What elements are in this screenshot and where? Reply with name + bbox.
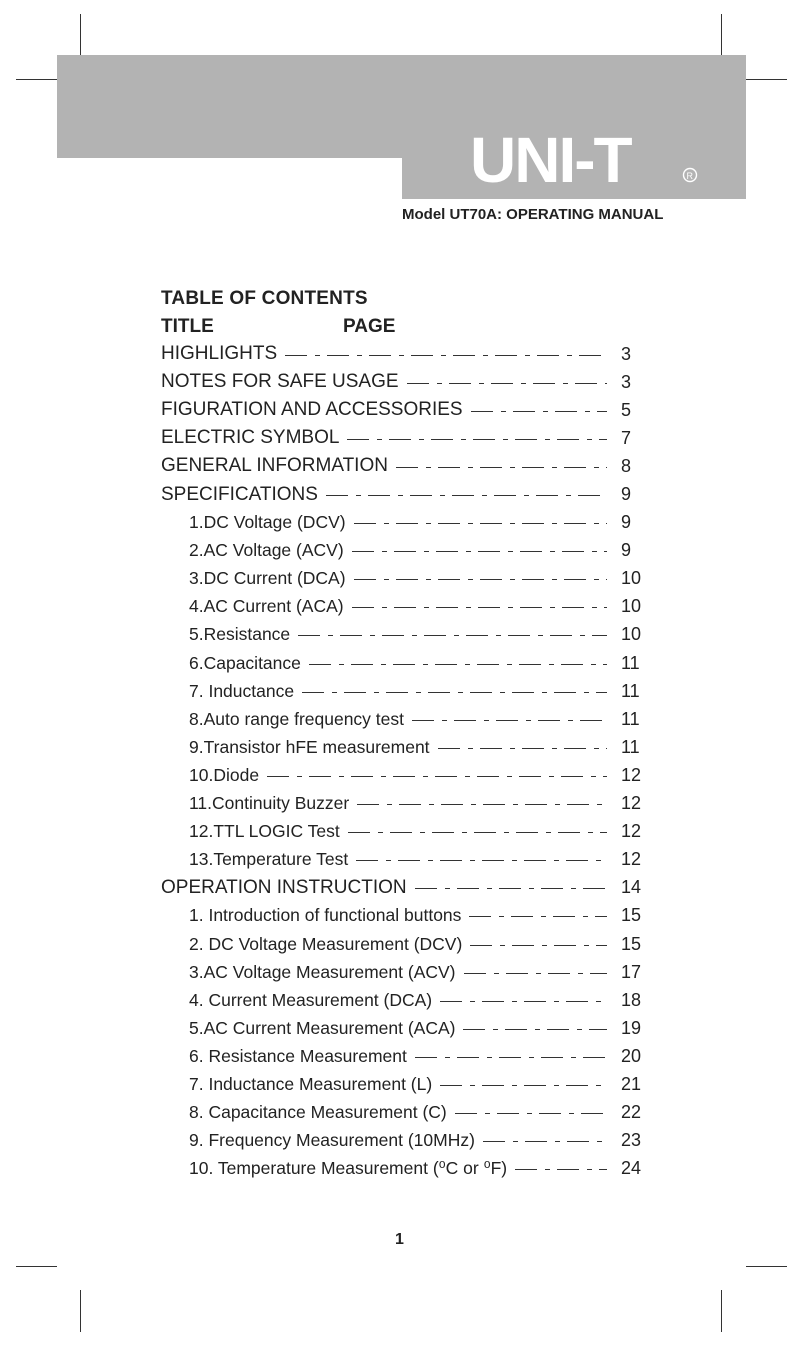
toc-entry-page: 9 <box>621 540 632 561</box>
toc-entry-page: 14 <box>621 877 642 898</box>
svg-text:R: R <box>686 171 693 181</box>
toc-entry-page: 10 <box>621 596 642 617</box>
toc-entry-label: 1. Introduction of functional buttons <box>189 905 462 926</box>
toc-entry-page: 7 <box>621 427 632 448</box>
dot-leader <box>440 1001 607 1002</box>
toc-entry-label: 5.Resistance <box>189 624 291 645</box>
dot-leader <box>285 355 607 356</box>
page-number: 1 <box>395 1231 404 1248</box>
toc-entry-label: 8.Auto range frequency test <box>189 708 404 729</box>
toc-entry-page: 12 <box>621 821 642 842</box>
toc-entry-label: 2. DC Voltage Measurement (DCV) <box>189 933 463 954</box>
crop-mark-top-right-vertical <box>721 14 722 55</box>
dot-leader <box>415 888 607 889</box>
toc-entry-label: 5.AC Current Measurement (ACA) <box>189 1017 456 1038</box>
dot-leader <box>354 579 607 580</box>
toc-list <box>161 340 651 1183</box>
toc-entry-page: 23 <box>621 1130 642 1151</box>
toc-entry[interactable] <box>161 705 651 733</box>
dot-leader <box>463 1029 607 1030</box>
crop-mark-bottom-right-horizontal <box>746 1266 787 1267</box>
dot-leader <box>470 945 607 946</box>
toc-column-title: TITLE <box>161 316 214 337</box>
toc-entry[interactable] <box>161 340 651 368</box>
toc-entry-page: 12 <box>621 764 642 785</box>
toc-entry[interactable] <box>161 1127 651 1155</box>
toc-entry-page: 15 <box>621 933 642 954</box>
crop-mark-top-left-vertical <box>80 14 81 55</box>
brand-logo <box>470 122 710 192</box>
logo-text: UNI-T <box>470 124 631 192</box>
crop-mark-bottom-left-vertical <box>80 1290 81 1332</box>
dot-leader <box>309 664 607 665</box>
toc-entry[interactable] <box>161 761 651 789</box>
toc-entry-label: 3.DC Current (DCA) <box>189 568 346 589</box>
toc-entry[interactable] <box>161 1155 651 1183</box>
crop-mark-bottom-right-vertical <box>721 1290 722 1332</box>
toc-entry-page: 9 <box>621 484 632 505</box>
toc-entry-page: 12 <box>621 793 642 814</box>
toc-entry-label: GENERAL INFORMATION <box>161 455 388 477</box>
toc-entry-page: 10 <box>621 568 642 589</box>
toc-entry-label: 8. Capacitance Measurement (C) <box>189 1102 447 1123</box>
dot-leader <box>352 607 607 608</box>
toc-entry-label: 1.DC Voltage (DCV) <box>189 512 346 533</box>
dot-leader <box>469 916 607 917</box>
toc-entry[interactable] <box>161 1099 651 1127</box>
toc-entry-page: 8 <box>621 455 632 476</box>
toc-entry-label: 6. Resistance Measurement <box>189 1045 407 1066</box>
toc-entry-page: 15 <box>621 905 642 926</box>
toc-entry[interactable] <box>161 649 651 677</box>
toc-entry[interactable] <box>161 537 651 565</box>
toc-heading: TABLE OF CONTENTS <box>161 288 368 309</box>
toc-entry-page: 9 <box>621 512 632 533</box>
dot-leader <box>438 748 607 749</box>
crop-mark-top-left-horizontal <box>16 79 57 80</box>
toc-column-page: PAGE <box>343 316 396 337</box>
toc-entry-page: 11 <box>621 680 640 701</box>
toc-entry-page: 10 <box>621 624 642 645</box>
toc-entry-label: 2.AC Voltage (ACV) <box>189 540 344 561</box>
toc-entry[interactable] <box>161 958 651 986</box>
toc-entry-page: 20 <box>621 1045 642 1066</box>
dot-leader <box>515 1169 607 1170</box>
toc-entry-page: 19 <box>621 1017 642 1038</box>
toc-entry[interactable] <box>161 509 651 537</box>
dot-leader <box>267 776 607 777</box>
toc-entry-label: 12.TTL LOGIC Test <box>189 821 340 842</box>
toc-entry[interactable] <box>161 424 651 452</box>
toc-entry-label: OPERATION INSTRUCTION <box>161 876 407 898</box>
toc-entry[interactable] <box>161 1070 651 1098</box>
dot-leader <box>348 832 607 833</box>
toc-entry-page: 17 <box>621 961 642 982</box>
toc-entry[interactable] <box>161 396 651 424</box>
dot-leader <box>396 467 607 468</box>
toc-entry-label: 9. Frequency Measurement (10MHz) <box>189 1130 475 1151</box>
toc-entry-label: 9.Transistor hFE measurement <box>189 736 430 757</box>
toc-entry-label: 4.AC Current (ACA) <box>189 596 344 617</box>
toc-entry-label: NOTES FOR SAFE USAGE <box>161 371 399 393</box>
toc-entry-label: 13.Temperature Test <box>189 849 349 870</box>
toc-entry[interactable] <box>161 621 651 649</box>
toc-entry[interactable] <box>161 677 651 705</box>
toc-entry[interactable] <box>161 1042 651 1070</box>
toc-entry-page: 3 <box>621 343 632 364</box>
toc-entry[interactable] <box>161 986 651 1014</box>
dot-leader <box>357 804 607 805</box>
dot-leader <box>464 973 607 974</box>
crop-mark-top-right-horizontal <box>746 79 787 80</box>
dot-leader <box>415 1057 607 1058</box>
dot-leader <box>356 860 607 861</box>
toc-entry-label: ELECTRIC SYMBOL <box>161 427 340 449</box>
toc-entry-page: 18 <box>621 989 642 1010</box>
dot-leader <box>412 720 607 721</box>
toc-entry[interactable] <box>161 874 651 902</box>
toc-entry-label: 7. Inductance <box>189 680 295 701</box>
dot-leader <box>455 1113 607 1114</box>
dot-leader <box>347 439 607 440</box>
toc-entry[interactable] <box>161 593 651 621</box>
toc-entry-label: 11.Continuity Buzzer <box>189 793 350 814</box>
toc-entry-page: 12 <box>621 849 642 870</box>
toc-entry-label: 4. Current Measurement (DCA) <box>189 989 433 1010</box>
toc-entry[interactable] <box>161 818 651 846</box>
toc-entry-page: 11 <box>621 736 640 757</box>
toc-entry-label: 10. Temperature Measurement (⁰C or ⁰F) <box>189 1158 508 1179</box>
dot-leader <box>302 692 607 693</box>
dot-leader <box>354 523 607 524</box>
dot-leader <box>352 551 607 552</box>
toc-entry-label: SPECIFICATIONS <box>161 483 318 505</box>
dot-leader <box>326 495 607 496</box>
toc-entry-page: 22 <box>621 1102 642 1123</box>
toc-entry[interactable] <box>161 368 651 396</box>
toc-entry[interactable] <box>161 452 651 480</box>
toc-entry-label: HIGHLIGHTS <box>161 343 278 365</box>
toc-entry[interactable] <box>161 930 651 958</box>
toc-entry[interactable] <box>161 902 651 930</box>
toc-entry[interactable] <box>161 733 651 761</box>
crop-mark-bottom-left-horizontal <box>16 1266 57 1267</box>
toc-entry[interactable] <box>161 565 651 593</box>
toc-entry-label: 3.AC Voltage Measurement (ACV) <box>189 961 456 982</box>
dot-leader <box>483 1141 607 1142</box>
dot-leader <box>298 635 607 636</box>
dot-leader <box>407 383 607 384</box>
toc-entry-page: 11 <box>621 652 640 673</box>
toc-entry-label: 6.Capacitance <box>189 652 301 673</box>
dot-leader <box>440 1085 607 1086</box>
toc-entry-page: 24 <box>621 1158 642 1179</box>
dot-leader <box>471 411 607 412</box>
toc-entry-page: 5 <box>621 399 632 420</box>
toc-entry[interactable] <box>161 790 651 818</box>
toc-entry-page: 11 <box>621 708 640 729</box>
toc-entry[interactable] <box>161 846 651 874</box>
toc-entry-page: 21 <box>621 1073 642 1094</box>
toc-entry[interactable] <box>161 480 651 508</box>
manual-subtitle: Model UT70A: OPERATING MANUAL <box>402 206 664 223</box>
toc-entry-label: FIGURATION AND ACCESSORIES <box>161 399 463 421</box>
toc-entry-label: 10.Diode <box>189 764 260 785</box>
toc-entry-label: 7. Inductance Measurement (L) <box>189 1073 433 1094</box>
toc-entry[interactable] <box>161 1014 651 1042</box>
toc-entry-page: 3 <box>621 371 632 392</box>
